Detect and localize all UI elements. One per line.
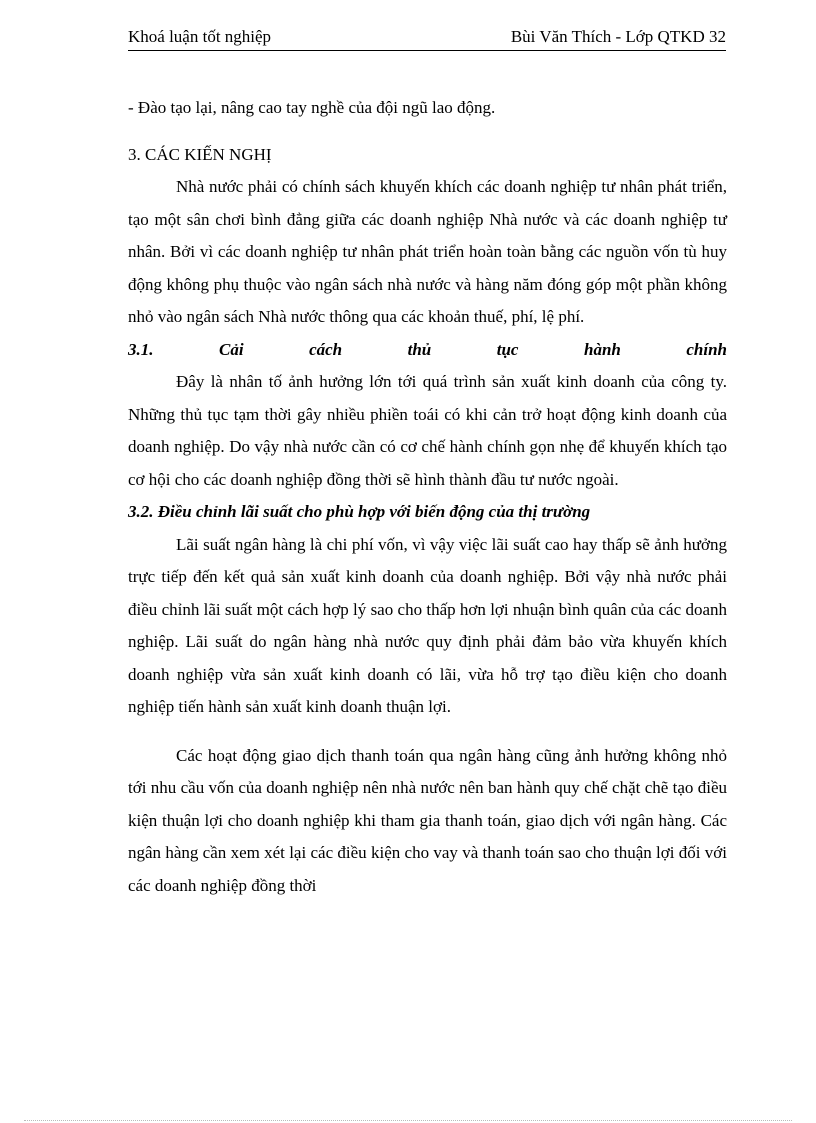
- subsection-3-1-word: Cải: [219, 339, 244, 359]
- bullet-line: - Đào tạo lại, nâng cao tay nghề của đội ngũ lao động.: [128, 98, 496, 117]
- subsection-3-1-word: chính: [686, 339, 727, 359]
- page-header: [128, 24, 726, 51]
- subsection-3-2-title: 3.2. Điều chỉnh lãi suất cho phù hợp với biến động của thị trường: [128, 502, 591, 521]
- subsection-3-1-word: thủ: [407, 339, 432, 359]
- page-bottom-rule: [24, 1120, 792, 1121]
- subsection-3-1-word: hành: [583, 339, 621, 359]
- final-paragraph: Các hoạt động giao dịch thanh toán qua ngân hàng cũng ảnh hưởng không nhỏ tới nhu cầu vốn của doanh nghiệp nên nhà nước nên ban hành quy chế chặt chẽ tạo điều kiện thuận lợi cho doanh nghiệp khi tham gia thanh toán, giao dịch với ngân hàng. Các ngân hàng cần xem xét lại các điều kiện cho vay và thanh toán sao cho thuận lợi đối với các doanh nghiệp đồng thời: [128, 745, 727, 895]
- section-title: 3. CÁC KIẾN NGHỊ: [128, 144, 272, 164]
- subsection-3-1-paragraph: Đây là nhân tố ảnh hưởng lớn tới quá trình sản xuất kinh doanh của công ty. Những thủ tục tạm thời gây nhiều phiền toái có khi cản trở hoạt động kinh doanh của doanh nghiệp. Do vậy nhà nước cần có cơ chế hành chính gọn nhẹ để khuyến khích tạo cơ hội cho các doanh nghiệp đồng thời sẽ hình thành đầu tư nước ngoài.: [128, 372, 727, 489]
- subsection-3-1-word: tục: [496, 339, 519, 359]
- subsection-3-1-number: 3.1.: [128, 339, 154, 359]
- intro-paragraph: Nhà nước phải có chính sách khuyến khích các doanh nghiệp tư nhân phát triển, tạo một sân chơi bình đẳng giữa các doanh nghiệp Nhà nước và các doanh nghiệp tư nhân. Bởi vì các doanh nghiệp tư nhân phát triển hoàn toàn bằng các nguồn vốn tù huy động không phụ thuộc vào ngân sách nhà nước và hàng năm đóng góp một phần không nhỏ vào ngân sách Nhà nước thông qua các khoản thuế, phí, lệ phí.: [128, 177, 727, 326]
- subsection-3-1-word: cách: [309, 339, 343, 359]
- header-author-class: Bùi Văn Thích - Lớp QTKD 32: [510, 27, 726, 46]
- subsection-3-1-title: [128, 334, 727, 367]
- subsection-3-2-paragraph: Lãi suất ngân hàng là chi phí vốn, vì vậy việc lãi suất cao hay thấp sẽ ảnh hưởng trực tiếp đến kết quả sản xuất kinh doanh của doanh nghiệp. Bởi vậy nhà nước phải điều chỉnh lãi suất một cách hợp lý sao cho thấp hơn lợi nhuận bình quân của các doanh nghiệp. Lãi suất do ngân hàng nhà nước quy định phải đảm bảo vừa khuyến khích doanh nghiệp vừa sản xuất kinh doanh có lãi, vừa hỗ trợ tạo điều kiện cho doanh nghiệp tiến hành sản xuất kinh doanh thuận lợi.: [128, 534, 727, 716]
- header-thesis-title: Khoá luận tốt nghiệp: [128, 27, 272, 46]
- document-body: [128, 92, 727, 902]
